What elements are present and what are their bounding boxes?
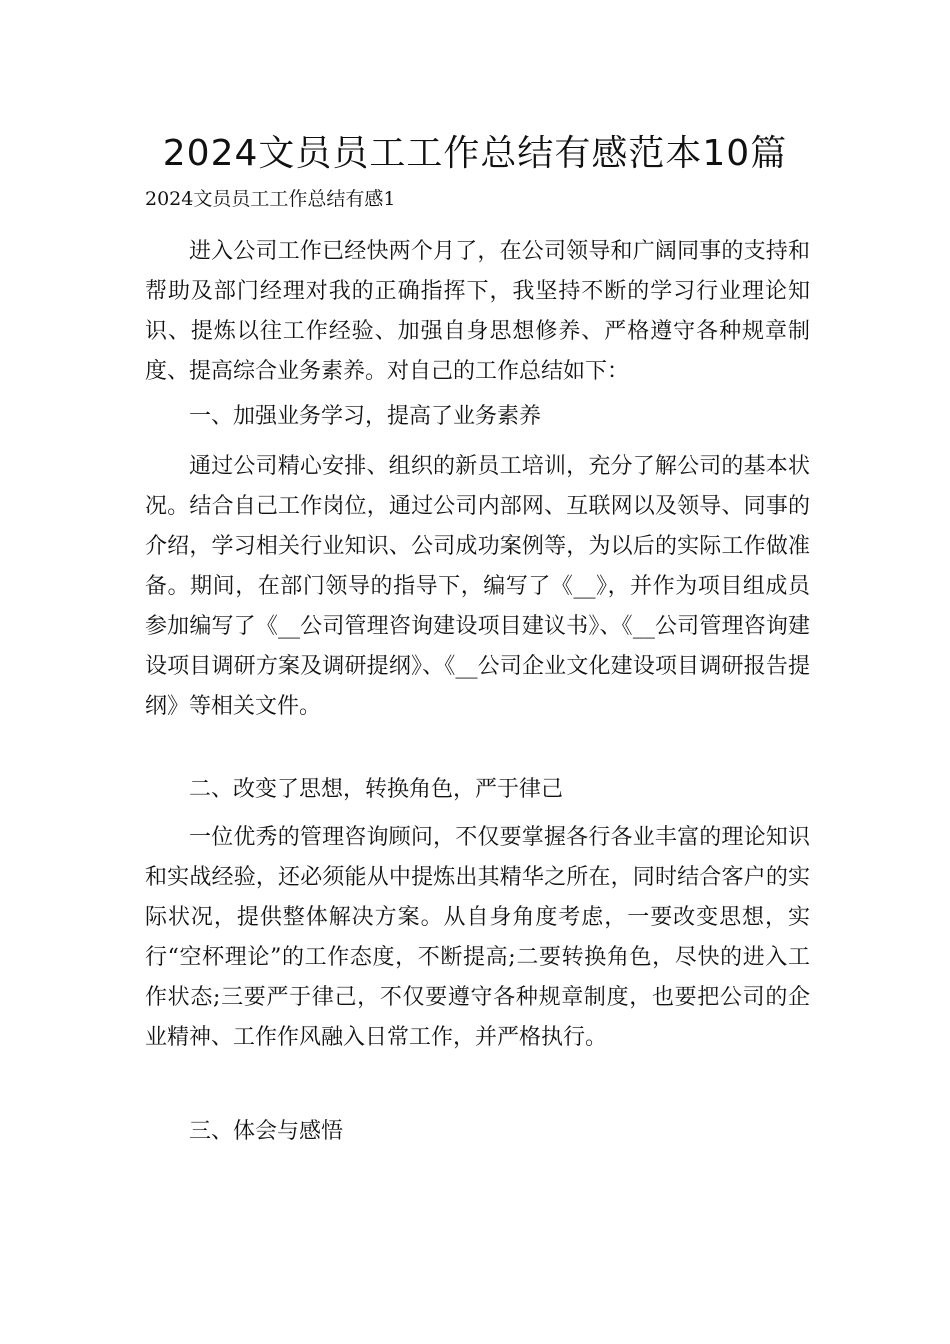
paragraph-intro: 进入公司工作已经快两个月了，在公司领导和广阔同事的支持和帮助及部门经理对我的正确指挥下，我坚持不断的学习行业理论知识、提炼以往工作经验、加强自身思想修养、严格遵守各种规章制度、提高综合业务素养。对自己的工作总结如下： (145, 239, 810, 384)
section-heading-1: 一、加强业务学习，提高了业务素养 (189, 404, 542, 429)
paragraph-section-1: 通过公司精心安排、组织的新员工培训，充分了解公司的基本状况。结合自己工作岗位，通过公司内部网、互联网以及领导、同事的介绍，学习相关行业知识、公司成功案例等，为以后的实际工作做准备。期间，在部门领导的指导下，编写了《__》，并作为项目组成员参加编写了《__公司管理咨询建设项目建议书》、《__公司管理咨询建设项目调研方案及调研提纲》、《__公司企业文化建设项目调研报告提纲》等相关文件。 (145, 454, 810, 719)
document-body (145, 232, 810, 1152)
document-title: 2024文员员工工作总结有感范本10篇 (162, 133, 788, 174)
section-heading-2: 二、改变了思想，转换角色，严于律己 (189, 777, 564, 802)
document-subtitle: 2024文员员工工作总结有感1 (145, 188, 396, 210)
section-heading-3: 三、体会与感悟 (189, 1119, 344, 1144)
paragraph-section-2: 一位优秀的管理咨询顾问，不仅要掌握各行各业丰富的理论知识和实战经验，还必须能从中提炼出其精华之所在，同时结合客户的实际状况，提供整体解决方案。从自身角度考虑，一要改变思想，实行“空杯理论”的工作态度，不断提高;二要转换角色，尽快的进入工作状态;三要严于律己，不仅要遵守各种规章制度，也要把公司的企业精神、工作作风融入日常工作，并严格执行。 (145, 825, 810, 1050)
